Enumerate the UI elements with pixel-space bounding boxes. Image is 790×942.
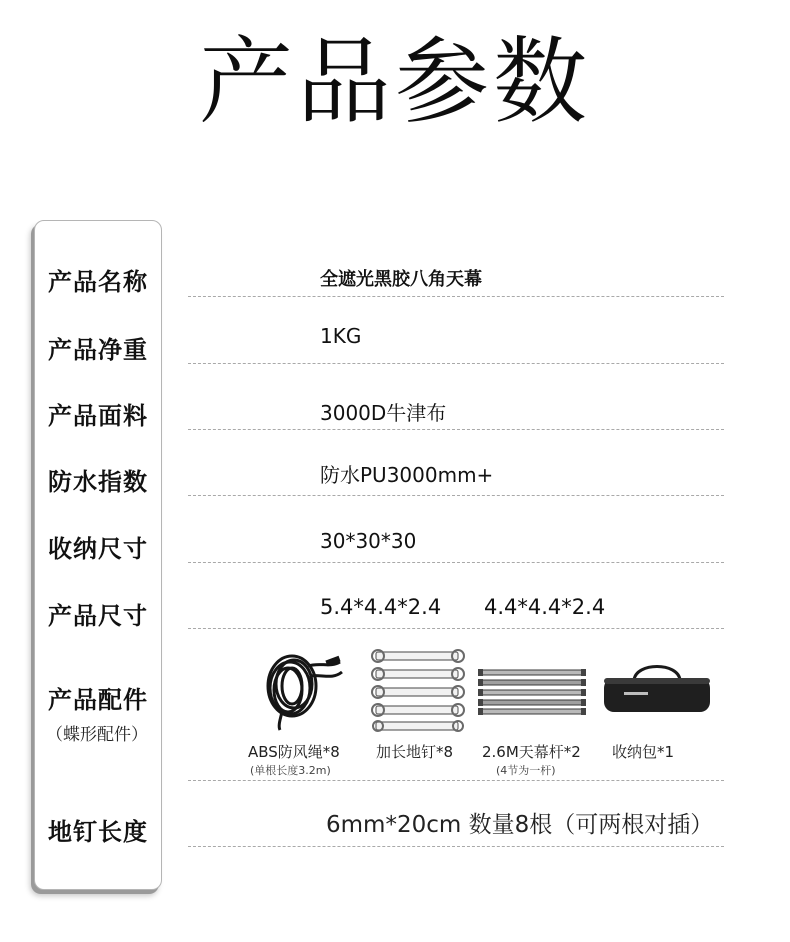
row-value-name: 全遮光黑胶八角天幕 xyxy=(320,269,482,290)
row-label-product-size: 产品尺寸 xyxy=(48,602,148,630)
row-label-fabric: 产品面料 xyxy=(48,402,148,430)
row-divider xyxy=(188,628,724,629)
page-title: 产品参数 xyxy=(198,28,591,137)
row-label-weight: 产品净重 xyxy=(48,336,148,364)
row-label-stake-length: 地钉长度 xyxy=(48,818,148,846)
row-label-packed-size: 收纳尺寸 xyxy=(48,535,148,563)
storage-bag-icon xyxy=(600,658,714,716)
row-label-name: 产品名称 xyxy=(48,268,148,296)
row-divider xyxy=(188,495,724,496)
row-value-fabric: 3000D牛津布 xyxy=(320,401,447,425)
row-label-accessories: 产品配件 xyxy=(48,686,148,714)
row-label-waterproof: 防水指数 xyxy=(48,468,148,496)
accessory-caption-pole: 2.6M天幕杆*2 xyxy=(482,743,581,761)
row-divider xyxy=(188,296,724,297)
row-value-size-b: 4.4*4.4*2.4 xyxy=(484,595,606,619)
accessory-caption-stake: 加长地钉*8 xyxy=(376,743,454,761)
rope-icon xyxy=(258,646,346,732)
row-value-weight: 1KG xyxy=(320,324,362,348)
ground-stake-icon xyxy=(370,648,466,732)
accessory-caption-bag: 收纳包*1 xyxy=(612,743,675,761)
accessory-note-pole: (4节为一杆) xyxy=(496,764,556,777)
row-value-size-a: 5.4*4.4*2.4 xyxy=(320,595,442,619)
row-divider xyxy=(188,429,724,430)
row-divider xyxy=(188,780,724,781)
row-value-stake-length: 6mm*20cm 数量8根（可两根对插） xyxy=(326,812,714,838)
tent-pole-icon xyxy=(478,668,586,716)
row-divider xyxy=(188,562,724,563)
accessory-note-rope: (单根长度3.2m) xyxy=(250,764,331,777)
row-divider xyxy=(188,363,724,364)
row-value-waterproof: 防水PU3000mm+ xyxy=(320,463,494,487)
row-value-packed-size: 30*30*30 xyxy=(320,529,417,553)
row-sublabel-accessories: （蝶形配件） xyxy=(46,725,148,745)
accessory-caption-rope: ABS防风绳*8 xyxy=(248,743,340,761)
row-divider xyxy=(188,846,724,847)
